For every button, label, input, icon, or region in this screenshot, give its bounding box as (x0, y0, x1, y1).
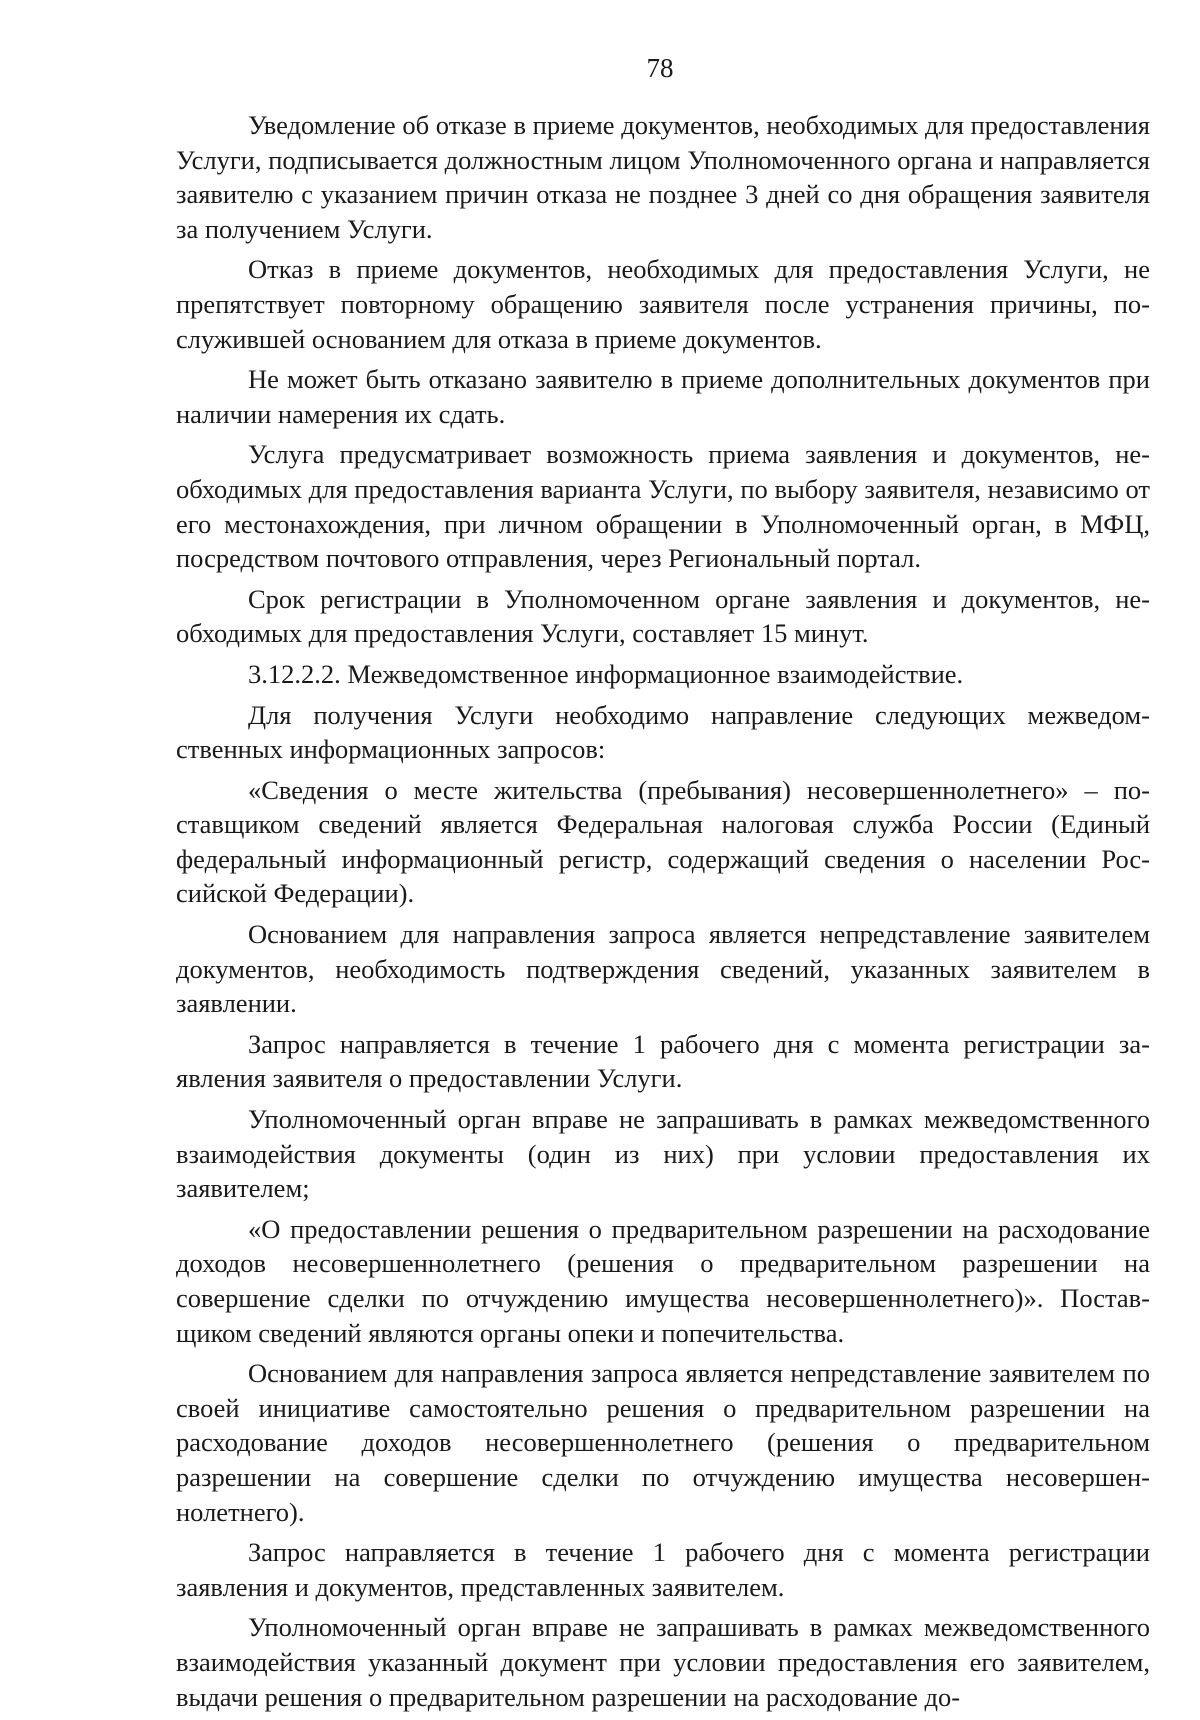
document-body (176, 108, 1150, 1720)
page-number: 78 (646, 53, 674, 83)
paragraph-11: Уполномоченный орган вправе не запрашивать в рамках межведомственного взаимодействия документы (один из них) при условии предоставления их заявителем; (176, 1104, 1150, 1204)
paragraph-10: Запрос направляется в течение 1 рабочего дня с момента регистрации заявления заявителя о предоставлении Услуги. (176, 1028, 1150, 1094)
paragraph-9: Основанием для направления запроса является непредставление заявителем документов, необходимость подтверждения сведений, указанных заявителем в заявлении. (176, 919, 1150, 1019)
paragraph-14: Запрос направляется в течение 1 рабочего дня с момента регистрации заявления и документов, представленных заявителем. (176, 1537, 1150, 1602)
paragraph-15: Уполномоченный орган вправе не запрашивать в рамках межведомственного взаимодействия указанный документ при условии предоставления его заявителем, выдачи решения о предварительном разрешении на расходование до- (176, 1612, 1150, 1712)
paragraph-12: «О предоставлении решения о предварительном разрешении на расходование доходов несовершеннолетнего (решения о предварительном разрешении на совершение сделки по отчуждению имущества несовершеннолетнего)». Поставщиком сведений являются органы опеки и попечительства. (176, 1213, 1150, 1348)
paragraph-2: Отказ в приеме документов, необходимых для предоставления Услуги, не препятствует повторному обращению заявителя после устранения причины, послужившей основанием для отказа в приеме документов. (176, 254, 1150, 354)
paragraph-8: «Сведения о месте жительства (пребывания) несовершеннолетнего» – поставщиком сведений является Федеральная налоговая служба России (Единый федеральный информационный регистр, содержащий сведения о населении Российской Федерации). (176, 774, 1150, 909)
paragraph-13: Основанием для направления запроса является непредставление заявителем по своей инициативе самостоятельно решения о предварительном разрешении на расходование доходов несовершеннолетнего (решения о предварительном разрешении на совершение сделки по отчуждению имущества несовершеннолетнего). (176, 1358, 1150, 1527)
paragraph-1: Уведомление об отказе в приеме документов, необходимых для предоставления Услуги, подписывается должностным лицом Уполномоченного органа и направляется заявителю с указанием причин отказа не позднее 3 дней со дня обращения заявителя за получением Услуги. (176, 110, 1150, 244)
paragraph-5: Срок регистрации в Уполномоченном органе заявления и документов, необходимых для предоставления Услуги, составляет 15 минут. (176, 583, 1150, 649)
paragraph-4: Услуга предусматривает возможность приема заявления и документов, необходимых для предоставления варианта Услуги, по выбору заявителя, независимо от его местонахождения, при личном обращении в Уполномоченный орган, в МФЦ, посредством почтового отправления, через Региональный портал. (176, 439, 1150, 574)
paragraph-7: Для получения Услуги необходимо направление следующих межведомственных информационных запросов: (176, 699, 1150, 765)
paragraph-6: 3.12.2.2. Межведомственное информационное взаимодействие. (248, 658, 964, 689)
paragraph-3: Не может быть отказано заявителю в приеме дополнительных документов при наличии намерения их сдать. (176, 364, 1150, 429)
